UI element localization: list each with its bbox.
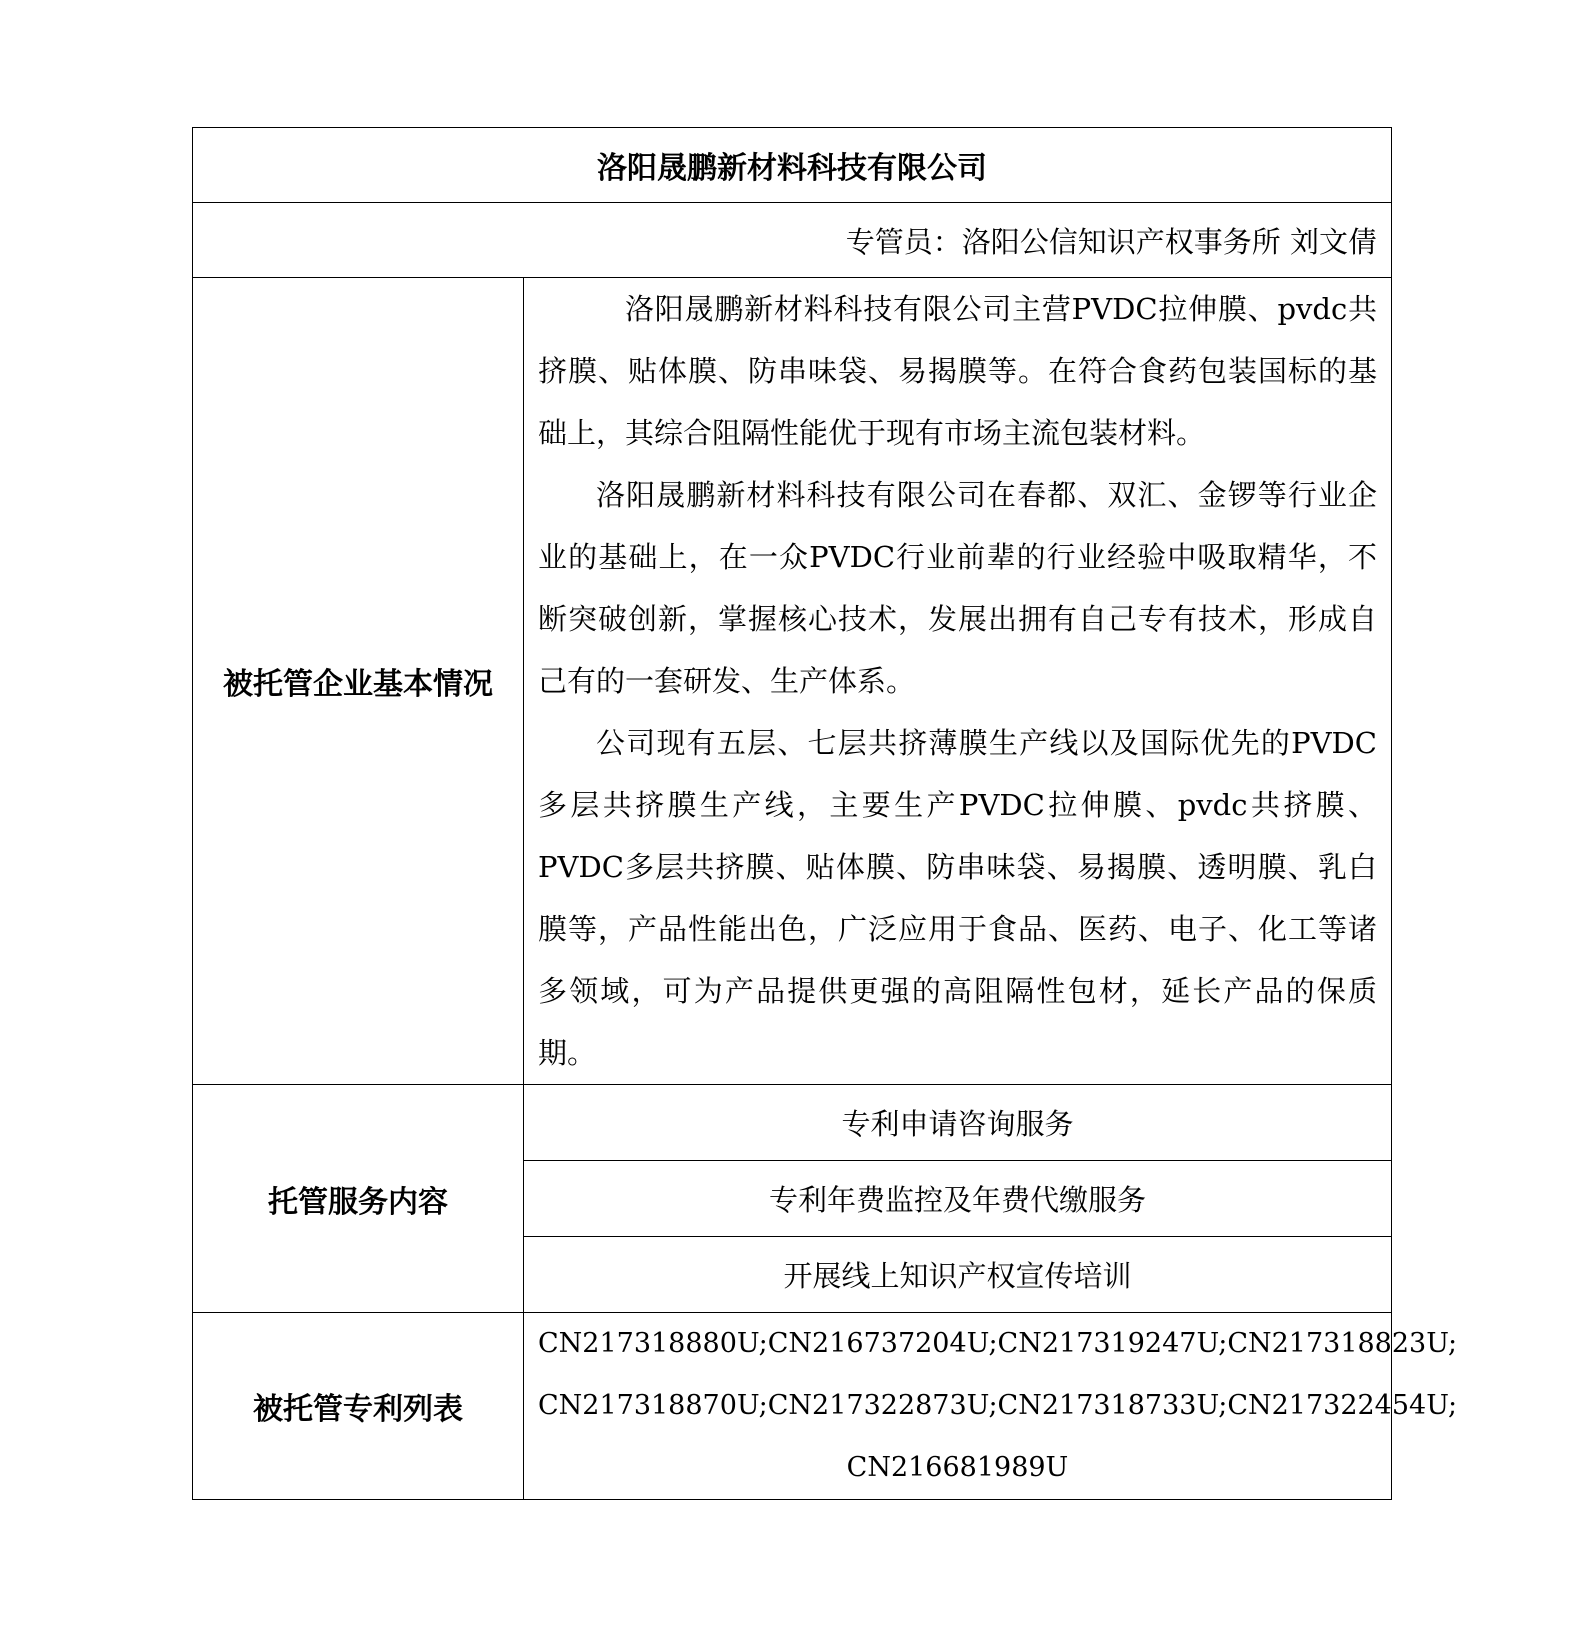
services-label: 托管服务内容 [193, 1085, 524, 1313]
patent-list [524, 1313, 1458, 1500]
manager-row [193, 203, 1392, 278]
title-row [193, 128, 1392, 203]
patent-line: CN217318880U;CN216737204U;CN217319247U;CN217318823U; [538, 1328, 1458, 1359]
manager-info: 专管员：洛阳公信知识产权事务所 刘文倩 [193, 203, 1392, 278]
service-item: 开展线上知识产权宣传培训 [524, 1237, 1392, 1313]
basic-info-paragraph: 洛阳晟鹏新材料科技有限公司在春都、双汇、金锣等行业企业的基础上，在一众PVDC行业前辈的行业经验中吸取精华，不断突破创新，掌握核心技术，发展出拥有自己专有技术，形成自己有的一套研发、生产体系。 [538, 478, 1377, 698]
patent-line: CN217318870U;CN217322873U;CN217318733U;CN217322454U; [538, 1390, 1458, 1421]
service-item: 专利申请咨询服务 [524, 1085, 1392, 1161]
company-title: 洛阳晟鹏新材料科技有限公司 [193, 128, 1392, 203]
patents-label: 被托管专利列表 [193, 1313, 524, 1500]
basic-info-paragraph: 公司现有五层、七层共挤薄膜生产线以及国际优先的PVDC多层共挤膜生产线，主要生产PVDC拉伸膜、pvdc共挤膜、PVDC多层共挤膜、贴体膜、防串味袋、易揭膜、透明膜、乳白膜等，产品性能出色，广泛应用于食品、医药、电子、化工等诸多领域，可为产品提供更强的高阻隔性包材，延长产品的保质期。 [538, 726, 1377, 1070]
basic-info-row [193, 278, 1392, 1085]
basic-info-content [524, 278, 1392, 1085]
service-item: 专利年费监控及年费代缴服务 [524, 1161, 1392, 1237]
service-row [193, 1085, 1392, 1161]
basic-info-paragraph: 洛阳晟鹏新材料科技有限公司主营PVDC拉伸膜、pvdc共挤膜、贴体膜、防串味袋、易揭膜等。在符合食药包装国标的基础上，其综合阻隔性能优于现有市场主流包装材料。 [538, 292, 1377, 450]
patent-line: CN216681989U [846, 1452, 1069, 1483]
info-table [192, 127, 1458, 1500]
basic-info-label: 被托管企业基本情况 [193, 278, 524, 1085]
patents-row [193, 1313, 1392, 1500]
